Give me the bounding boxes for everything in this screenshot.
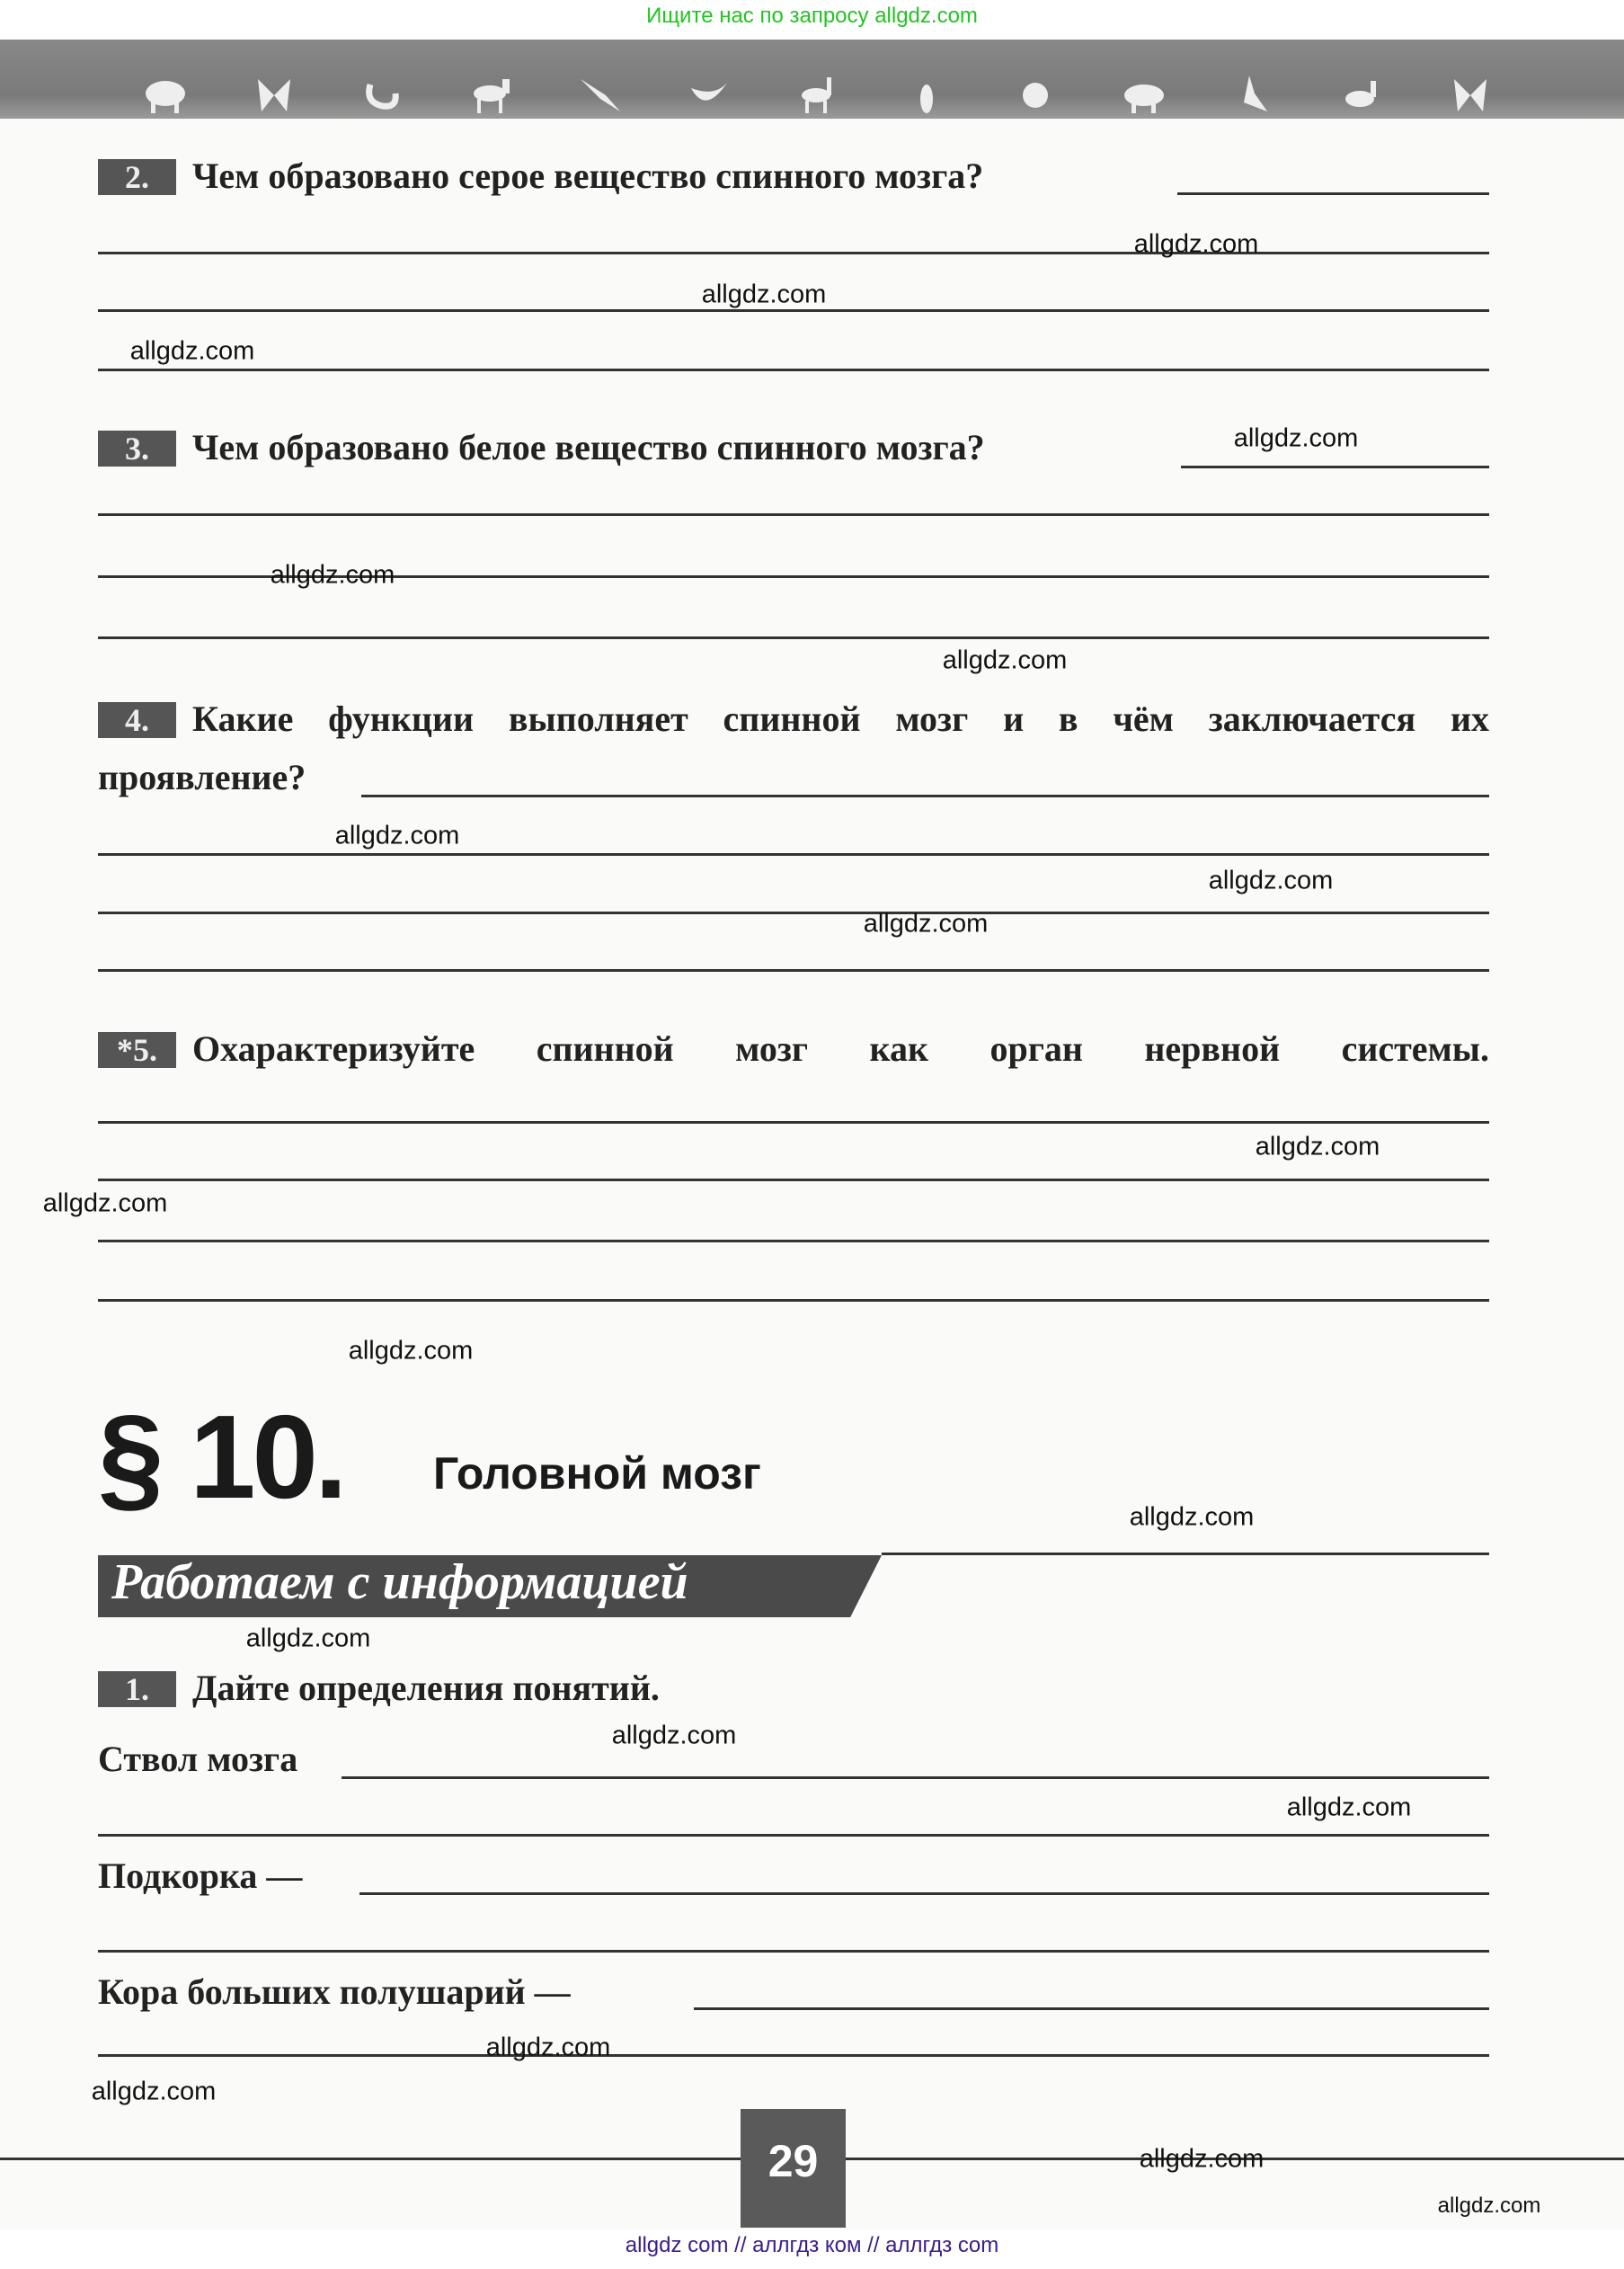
- question-4-number: 4.: [98, 702, 176, 738]
- answer-line[interactable]: [694, 2007, 1489, 2010]
- watermark: allgdz.com: [701, 280, 827, 309]
- watermark: allgdz.com: [42, 1188, 168, 1218]
- goat-icon: [1340, 76, 1383, 115]
- answer-line[interactable]: [98, 853, 1489, 856]
- watermark: allgdz.com: [863, 909, 989, 939]
- watermark: allgdz.com: [485, 2033, 611, 2062]
- answer-line[interactable]: [359, 1892, 1489, 1895]
- watermark: allgdz.com: [270, 560, 395, 590]
- watermark: allgdz.com: [942, 645, 1068, 675]
- answer-line[interactable]: [98, 1299, 1489, 1302]
- answer-line[interactable]: [98, 912, 1489, 914]
- question-3-number: 3.: [98, 431, 176, 467]
- watermark: allgdz.com: [1129, 1502, 1255, 1532]
- question-3-text: Чем образовано белое вещество спинного мозга?: [192, 427, 985, 467]
- term-cortex: Кора больших полушарий —: [98, 1971, 571, 2012]
- bottom-note: allgdz com // аллгдз ком // аллгдз com: [625, 2233, 999, 2257]
- question-5-text: Охарактеризуйте спинной мозг как орган нервной системы.: [192, 1028, 1489, 1069]
- butterfly-icon: [253, 76, 296, 115]
- watermark: allgdz.com: [91, 2077, 217, 2106]
- answer-line[interactable]: [98, 969, 1489, 972]
- answer-line[interactable]: [342, 1776, 1489, 1779]
- task-1-number: 1.: [98, 1671, 176, 1707]
- term-subcortex: Подкорка —: [98, 1855, 303, 1896]
- answer-line[interactable]: [98, 636, 1489, 639]
- watermark: allgdz.com: [1208, 866, 1334, 895]
- page-number: 29: [768, 2136, 819, 2186]
- antelope-icon: [796, 76, 839, 115]
- heron-icon: [1231, 76, 1274, 115]
- watermark: allgdz.com: [1255, 1132, 1380, 1161]
- section-banner-text: Работаем с информацией: [111, 1554, 688, 1610]
- bison-icon: [144, 76, 187, 115]
- question-4-text-continued: проявление?: [98, 757, 306, 797]
- question-4-text: Какие функции выполняет спинной мозг и в чём заключается их: [192, 698, 1489, 739]
- top-note: Ищите нас по запросу allgdz.com: [646, 4, 978, 28]
- task-1-text: Дайте определения понятий.: [192, 1668, 660, 1708]
- answer-line[interactable]: [98, 513, 1489, 516]
- question-5-number: *5.: [98, 1032, 176, 1068]
- section-number: § 10.: [98, 1391, 344, 1523]
- watermark: allgdz.com: [611, 1721, 737, 1750]
- bird-icon: [579, 76, 622, 115]
- answer-line[interactable]: [98, 369, 1489, 371]
- scorpion-icon: [361, 76, 404, 115]
- answer-line[interactable]: [98, 1834, 1489, 1837]
- answer-line[interactable]: [361, 795, 1489, 797]
- term-brainstem: Ствол мозга: [98, 1739, 298, 1779]
- watermark: allgdz.com: [1233, 423, 1359, 453]
- answer-line[interactable]: [98, 2054, 1489, 2057]
- penguin-icon: [905, 76, 948, 115]
- section-title: Головной мозг: [433, 1448, 761, 1499]
- answer-line[interactable]: [98, 1121, 1489, 1124]
- watermark: allgdz.com: [348, 1336, 474, 1366]
- watermark: allgdz.com: [1286, 1793, 1412, 1822]
- watermark: allgdz.com: [1133, 229, 1259, 259]
- dolphin-icon: [688, 76, 731, 115]
- boar-icon: [1123, 76, 1166, 115]
- answer-line[interactable]: [1181, 466, 1489, 468]
- question-2-number: 2.: [98, 159, 176, 195]
- watermark: allgdz.com: [1139, 2144, 1265, 2174]
- question-2-text: Чем образовано серое вещество спинного мозга?: [192, 156, 984, 196]
- answer-line[interactable]: [1177, 192, 1489, 195]
- watermark: allgdz.com: [245, 1624, 371, 1653]
- answer-line[interactable]: [98, 1950, 1489, 1953]
- answer-line[interactable]: [98, 1179, 1489, 1181]
- watermark: allgdz.com: [129, 336, 255, 366]
- butterfly-icon: [1449, 76, 1492, 115]
- watermark: allgdz.com: [1437, 2193, 1541, 2218]
- insect-icon: [1014, 76, 1057, 115]
- divider: [882, 1553, 1489, 1555]
- answer-line[interactable]: [98, 252, 1489, 254]
- answer-line[interactable]: [98, 1240, 1489, 1242]
- watermark: allgdz.com: [334, 821, 460, 850]
- horse-icon: [470, 76, 513, 115]
- animal-row: [144, 76, 1492, 117]
